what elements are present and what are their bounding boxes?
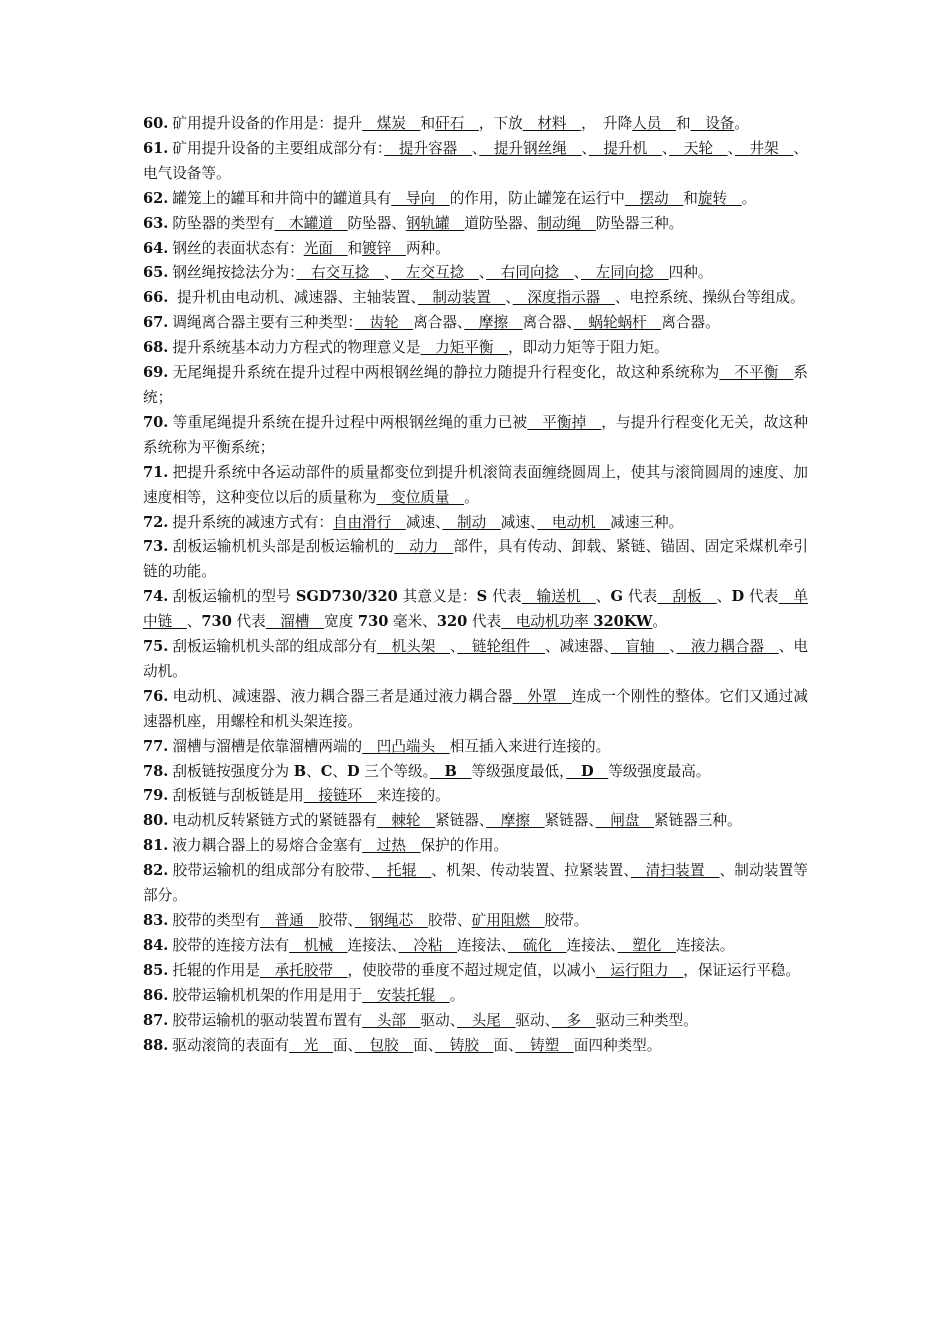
question-item: [143, 1009, 808, 1034]
question-item: [143, 112, 808, 137]
question-item: [143, 1034, 808, 1059]
question-text: 液力耦合器上的易熔合金塞有 过热 保护的作用。: [172, 837, 509, 855]
question-item: [143, 336, 808, 361]
question-text: 胶带的连接方法有 机械 连接法、 冷粘 连接法、 硫化 连接法、 塑化 连接法。: [172, 936, 735, 954]
question-number: 78.: [143, 762, 169, 780]
question-number: 80.: [143, 812, 169, 830]
question-number: 61.: [143, 139, 169, 157]
question-item: [143, 361, 808, 411]
question-number: 66.: [143, 289, 169, 307]
question-text: 矿用提升设备的主要组成部分有： 提升容器 、 提升钢丝绳 、 提升机 、 天轮 、 井架 、电气设备等。: [143, 139, 808, 182]
question-text: 钢丝绳按捻法分为： 右交互捻 、 左交互捻 、 右同向捻 、 左同向捻 四种。: [172, 264, 713, 282]
question-text: 把提升系统中各运动部件的质量都变位到提升机滚筒表面缠绕圆周上，使其与滚筒圆周的速度、加速度相等，这种变位以后的质量称为 变位质量 。: [143, 463, 808, 506]
question-text: 溜槽与溜槽是依靠溜槽两端的 凹凸端头 相互插入来进行连接的。: [172, 737, 611, 755]
question-number: 73.: [143, 538, 169, 556]
question-item: [143, 585, 808, 635]
question-item: [143, 187, 808, 212]
question-item: [143, 809, 808, 834]
question-number: 64.: [143, 239, 169, 257]
question-number: 72.: [143, 513, 169, 531]
question-number: 87.: [143, 1011, 169, 1029]
question-item: [143, 834, 808, 859]
question-item: [143, 261, 808, 286]
question-number: 76.: [143, 687, 169, 705]
question-item: [143, 411, 808, 461]
question-text: 电动机反转紧链方式的紧链器有 棘轮 紧链器、 摩擦 紧链器、 闸盘 紧链器三种。: [172, 812, 742, 830]
question-text: 等重尾绳提升系统在提升过程中两根钢丝绳的重力已被 平衡掉 ，与提升行程变化无关，故这种系统称为平衡系统；: [143, 413, 808, 456]
question-item: [143, 909, 808, 934]
question-item: [143, 735, 808, 760]
question-item: [143, 934, 808, 959]
question-number: 63.: [143, 214, 169, 232]
question-item: [143, 760, 808, 785]
question-number: 81.: [143, 837, 169, 855]
question-item: [143, 137, 808, 187]
question-text: 钢丝的表面状态有：光面 和镀锌 两种。: [172, 239, 450, 257]
question-number: 65.: [143, 264, 169, 282]
question-text: 提升系统基本动力方程式的物理意义是 力矩平衡 ，即动力矩等于阻力矩。: [172, 339, 669, 357]
question-text: 驱动滚筒的表面有 光 面、 包胶 面、 铸胶 面、 铸塑 面四种类型。: [172, 1036, 662, 1054]
question-text: 胶带运输机机架的作用是用于 安装托辊 。: [172, 986, 465, 1004]
question-number: 82.: [143, 862, 169, 880]
question-item: [143, 859, 808, 909]
question-item: [143, 685, 808, 735]
question-text: 无尾绳提升系统在提升过程中两根钢丝绳的静拉力随提升行程变化，故这种系统称为 不平衡 系统；: [143, 364, 808, 406]
question-text: 调绳离合器主要有三种类型： 齿轮 离合器、 摩擦 离合器、 蜗轮蜗杆 离合器。: [172, 314, 720, 332]
question-number: 77.: [143, 737, 169, 755]
question-number: 74.: [143, 588, 169, 606]
question-number: 68.: [143, 339, 169, 357]
question-text: 胶带运输机的组成部分有胶带、 托辊 、机架、传动装置、拉紧装置、 清扫装置 、制动装置等部分。: [143, 862, 808, 905]
question-text: 刮板运输机的型号 SGD730/320 其意义是：S 代表 输送机 、G 代表 刮板 、D 代表 单中链 、730 代表 溜槽 宽度 730 毫米、320 代表 电动机功率 320KW。: [143, 588, 809, 631]
question-text: 刮板运输机机头部是刮板运输机的 动力 部件，具有传动、卸载、紧链、锚固、固定采煤机牵引链的功能。: [143, 538, 808, 581]
question-item: [143, 511, 808, 536]
question-number: 62.: [143, 189, 169, 207]
question-text: 提升系统的减速方式有：自由滑行 减速、 制动 减速、 电动机 减速三种。: [172, 513, 684, 531]
question-item: [143, 461, 808, 511]
question-item: [143, 311, 808, 336]
question-item: [143, 784, 808, 809]
question-number: 84.: [143, 936, 169, 954]
question-number: 71.: [143, 463, 169, 481]
question-number: 85.: [143, 961, 169, 979]
question-number: 70.: [143, 413, 169, 431]
question-number: 60.: [143, 115, 169, 132]
question-item: [143, 212, 808, 237]
document-page: [143, 112, 808, 1058]
question-text: 罐笼上的罐耳和井筒中的罐道具有 导向 的作用，防止罐笼在运行中 摆动 和旋转 。: [172, 189, 757, 207]
question-number: 88.: [143, 1036, 169, 1054]
question-text: 矿用提升设备的作用是：提升 煤炭 和矸石 ，下放 材料 ， 升降人员 和 设备。: [172, 115, 749, 132]
question-number: 67.: [143, 314, 169, 332]
question-number: 75.: [143, 638, 169, 656]
question-number: 83.: [143, 912, 169, 929]
question-item: [143, 984, 808, 1009]
question-item: [143, 237, 808, 262]
question-text: 防坠器的类型有 木罐道 防坠器、钢轨罐 道防坠器、制动绳 防坠器三种。: [172, 214, 684, 232]
question-text: 电动机、减速器、液力耦合器三者是通过液力耦合器 外罩 连成一个刚性的整体。它们又通过减速器机座，用螺栓和机头架连接。: [143, 687, 808, 730]
question-item: [143, 535, 808, 585]
question-item: [143, 959, 808, 984]
question-text: 刮板链与刮板链是用 接链环 来连接的。: [172, 787, 450, 805]
question-text: 提升机由电动机、减速器、主轴装置、 制动装置 、 深度指示器 、电控系统、操纵台等组成。: [172, 289, 805, 307]
question-number: 79.: [143, 787, 169, 805]
question-text: 胶带的类型有 普通 胶带、 钢绳芯 胶带、矿用阻燃 胶带。: [172, 912, 589, 929]
question-text: 胶带运输机的驱动装置布置有 头部 驱动、 头尾 驱动、 多 驱动三种类型。: [172, 1011, 698, 1029]
question-number: 69.: [143, 364, 169, 382]
question-item: [143, 635, 808, 685]
question-text: 刮板链按强度分为 B、C、D 三个等级。 B 等级强度最低， D 等级强度最高。: [172, 762, 711, 780]
question-text: 刮板运输机机头部的组成部分有 机头架 、 链轮组件 、减速器、 盲轴 、 液力耦合器 、电动机。: [143, 638, 808, 680]
question-item: [143, 286, 808, 311]
question-text: 托辊的作用是 承托胶带 ，使胶带的垂度不超过规定值，以减小 运行阻力 ，保证运行平稳。: [172, 961, 800, 979]
question-number: 86.: [143, 986, 169, 1004]
